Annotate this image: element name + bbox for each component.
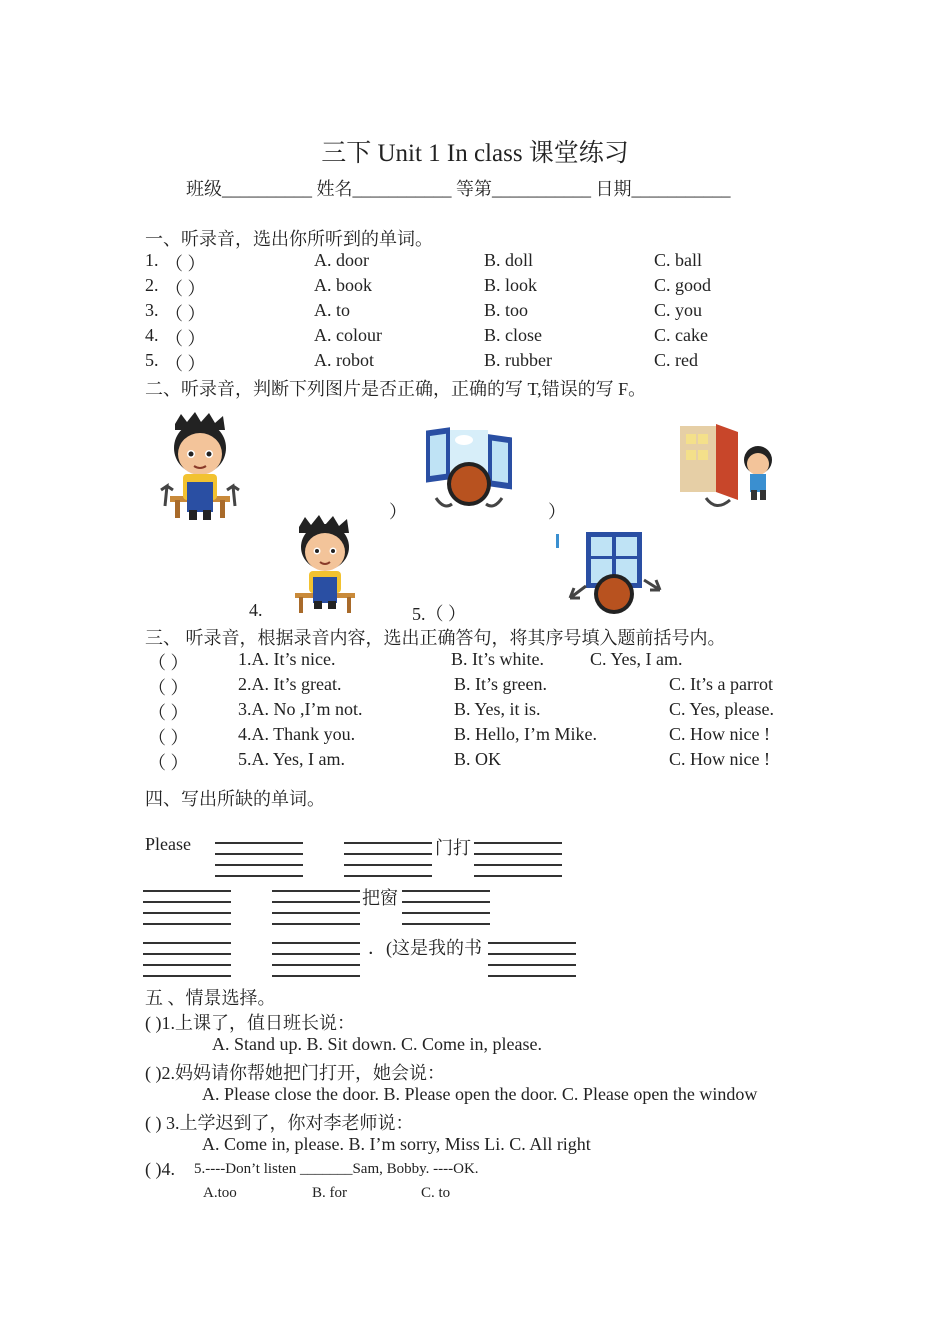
option-c: C. red xyxy=(654,350,698,370)
answer-paren[interactable]: （ ） xyxy=(165,354,206,374)
option-b: B. It’s green. xyxy=(454,674,547,694)
option-c: C. you xyxy=(654,300,703,320)
option-c: C. cake xyxy=(654,325,708,345)
boy-stand-up-picture xyxy=(145,410,255,525)
section3-heading: 三、 听录音，根据录音内容，选出正确答句，将其序号填入题前括号内。 xyxy=(145,628,726,648)
option-b: B. Hello, I’m Mike. xyxy=(454,724,597,744)
question-3: ( ) 3.上学迟到了，你对李老师说： xyxy=(145,1113,414,1133)
option-a: A. book xyxy=(314,275,372,295)
question-1-options: A. Stand up. B. Sit down. C. Come in, please. xyxy=(212,1034,542,1054)
option-c: C. How nice ! xyxy=(669,749,770,769)
question-2-options: A. Please close the door. B. Please open the door. C. Please open the window xyxy=(202,1084,758,1104)
option-c: C. It’s a parrot xyxy=(669,674,773,694)
option-a: A. robot xyxy=(314,350,374,370)
option-a: 4.A. Thank you. xyxy=(238,724,356,744)
question-4-text: 5.----Don’t listen _______Sam, Bobby. ----OK. xyxy=(194,1161,479,1177)
closed-window-picture xyxy=(556,528,671,620)
answer-paren-3[interactable]: ） xyxy=(548,502,566,522)
question-4-option-a: A.too xyxy=(203,1185,237,1201)
fill-line-1-start: Please xyxy=(145,834,191,854)
question-3-options: A. Come in, please. B. I’m sorry, Miss Li. C. All right xyxy=(202,1134,591,1154)
answer-paren[interactable]: （ ） xyxy=(148,728,189,748)
option-a: 3.A. No ,I’m not. xyxy=(238,699,363,719)
option-c: C. Yes, please. xyxy=(669,699,775,719)
section4-heading: 四、写出所缺的单词。 xyxy=(145,789,325,809)
option-b: B. It’s white. xyxy=(451,649,544,669)
answer-paren[interactable]: （ ） xyxy=(148,678,189,698)
answer-paren[interactable]: （ ） xyxy=(165,254,206,274)
section1-heading: 一、听录音，选出你所听到的单词。 xyxy=(145,229,433,249)
option-b: B. Yes, it is. xyxy=(454,699,541,719)
page-title: 三下 Unit 1 In class 课堂练习 xyxy=(321,140,629,167)
answer-paren[interactable]: （ ） xyxy=(148,653,189,673)
option-b: B. OK xyxy=(454,749,502,769)
question-4-label: 4. xyxy=(249,600,263,620)
option-c: C. good xyxy=(654,275,712,295)
boy-sit-down-picture xyxy=(285,515,365,615)
section2-heading: 二、听录音，判断下列图片是否正确，正确的写 T,错误的写 F。 xyxy=(145,379,647,399)
fill-line-2-hint: 把窗 xyxy=(362,888,398,908)
option-c: C. How nice ! xyxy=(669,724,770,744)
option-b: B. look xyxy=(484,275,538,295)
answer-paren[interactable]: （ ） xyxy=(148,753,189,773)
option-a: A. to xyxy=(314,300,350,320)
list-item-number: 4. xyxy=(145,325,159,345)
list-item-number: 1. xyxy=(145,250,159,270)
list-item-number: 2. xyxy=(145,275,159,295)
answer-paren[interactable]: （ ） xyxy=(165,279,206,299)
answer-paren[interactable]: （ ） xyxy=(165,329,206,349)
question-1: ( )1.上课了，值日班长说： xyxy=(145,1013,355,1033)
question-4-prefix: ( )4. xyxy=(145,1159,175,1179)
list-item-number: 5. xyxy=(145,350,159,370)
option-b: B. too xyxy=(484,300,529,320)
list-item-number: 3. xyxy=(145,300,159,320)
boy-at-door-picture xyxy=(676,420,776,515)
option-b: B. doll xyxy=(484,250,534,270)
answer-paren-2[interactable]: ） xyxy=(389,502,407,522)
answer-paren[interactable]: （ ） xyxy=(148,703,189,723)
option-a: 1.A. It’s nice. xyxy=(238,649,336,669)
option-a: 2.A. It’s great. xyxy=(238,674,342,694)
question-2: ( )2.妈妈请你帮她把门打开，她会说： xyxy=(145,1063,445,1083)
question-4-option-c: C. to xyxy=(421,1185,451,1201)
option-c: C. Yes, I am. xyxy=(590,649,683,669)
section5-heading: 五 、情景选择。 xyxy=(145,988,276,1008)
option-c: C. ball xyxy=(654,250,702,270)
option-b: B. rubber xyxy=(484,350,552,370)
question-4-option-b: B. for xyxy=(312,1185,347,1201)
open-window-picture xyxy=(416,410,521,515)
student-info-line: 班级__________ 姓名___________ 等第___________ 日期___________ xyxy=(186,179,731,199)
question-5-label[interactable]: 5.（ ） xyxy=(412,604,466,624)
fill-line-1-hint: 门打 xyxy=(435,838,471,858)
option-a: 5.A. Yes, I am. xyxy=(238,749,346,769)
option-a: A. colour xyxy=(314,325,382,345)
option-a: A. door xyxy=(314,250,369,270)
fill-line-3-hint: ．(这是我的书 xyxy=(368,938,482,958)
answer-paren[interactable]: （ ） xyxy=(165,304,206,324)
option-b: B. close xyxy=(484,325,542,345)
